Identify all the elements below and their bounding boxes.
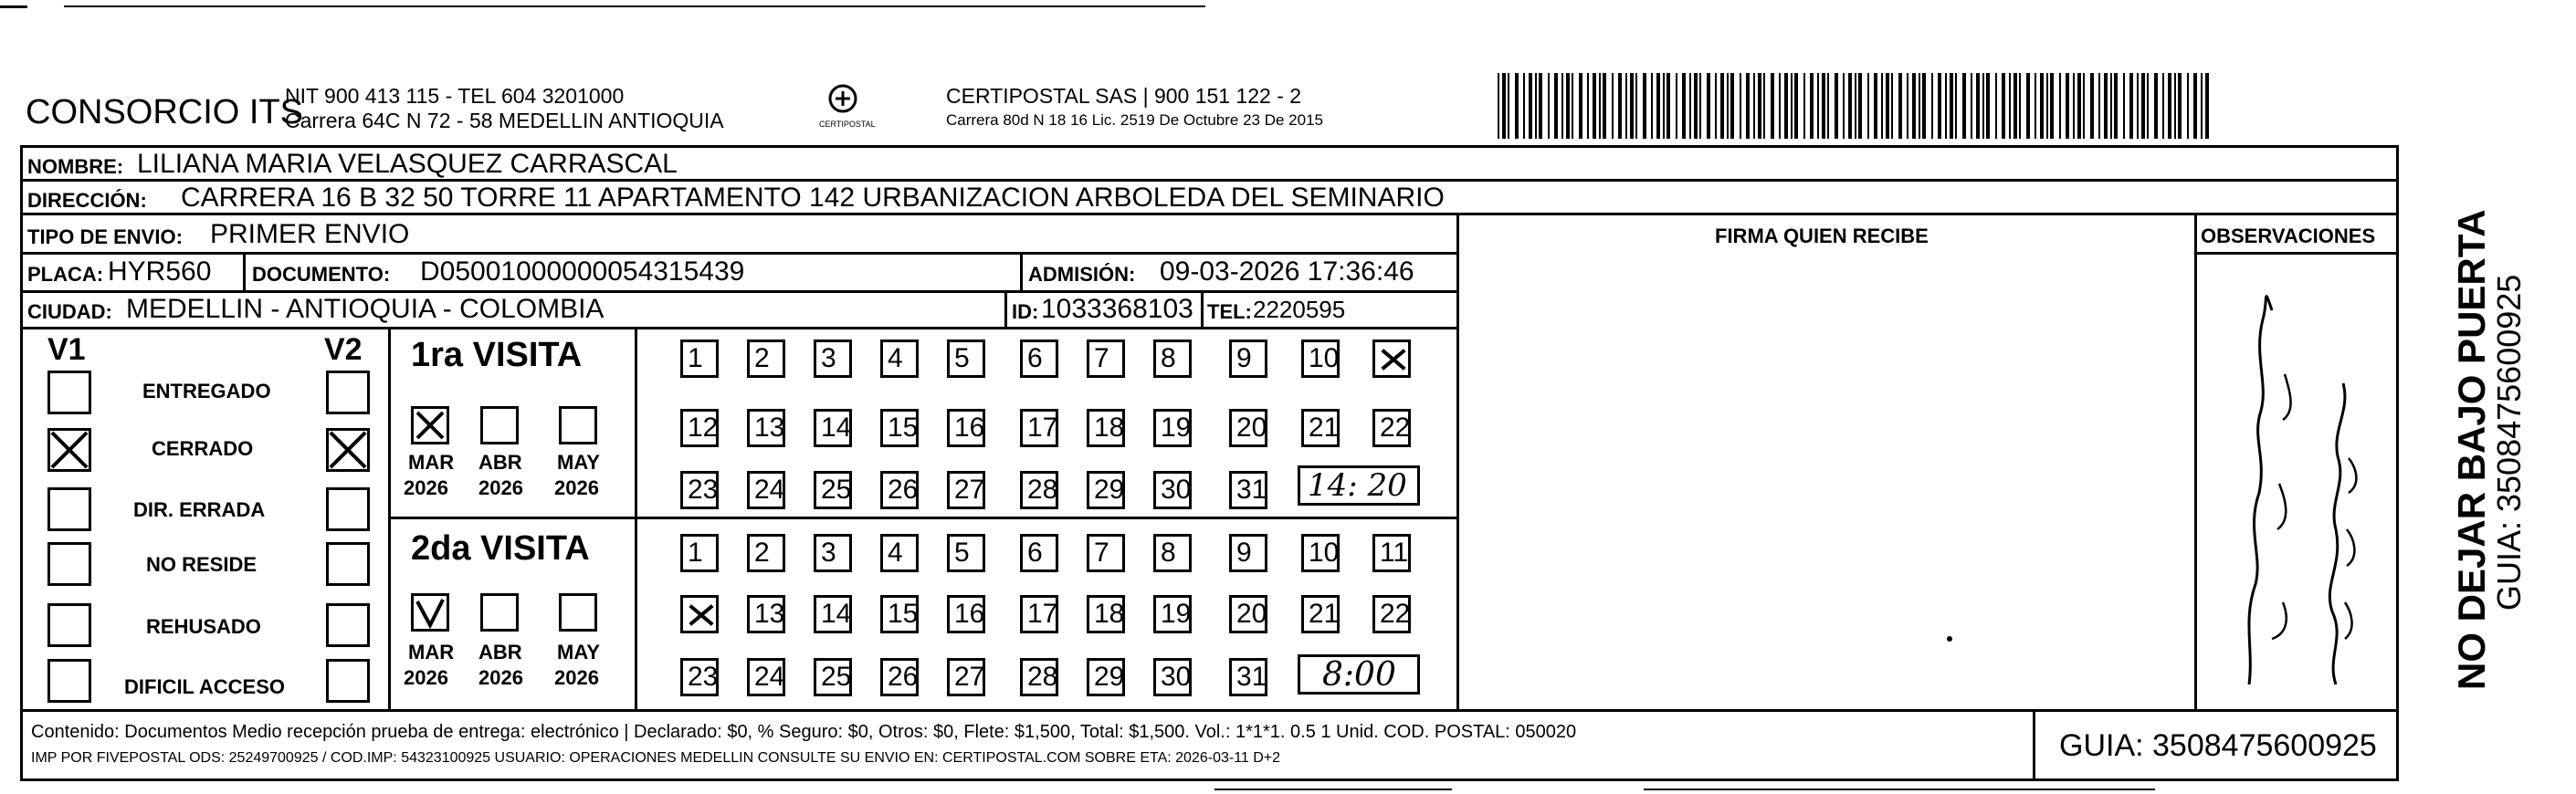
year-label: 2026 <box>478 476 523 499</box>
day-box[interactable]: 27 <box>947 658 985 696</box>
month-label: MAY <box>557 641 600 663</box>
day-box[interactable]: 12 <box>680 409 719 447</box>
day-box[interactable]: 13 <box>747 409 785 447</box>
row-divider <box>388 517 1456 519</box>
day-box[interactable]: 13 <box>747 595 785 633</box>
status-label: DIFICIL ACCESO <box>124 675 286 698</box>
day-box[interactable]: 19 <box>1153 409 1192 447</box>
column-divider <box>1456 213 1459 709</box>
month-may[interactable] <box>559 593 597 632</box>
year-label: 2026 <box>554 476 599 499</box>
column-divider <box>1004 290 1007 327</box>
day-box-checked[interactable] <box>680 595 719 633</box>
scan-mark <box>0 5 27 8</box>
column-divider <box>2033 709 2035 781</box>
barcode <box>1498 73 2219 139</box>
month-label: MAY <box>557 451 600 474</box>
day-box[interactable]: 25 <box>814 658 852 696</box>
documento-label: DOCUMENTO: <box>252 263 391 286</box>
status-label: NO RESIDE <box>146 553 258 576</box>
day-box[interactable]: 4 <box>880 534 919 572</box>
footer-guia: GUIA: 3508475600925 <box>2059 728 2377 763</box>
observaciones-label: OBSERVACIONES <box>2201 225 2376 247</box>
nombre-label: NOMBRE: <box>27 155 124 178</box>
day-box[interactable]: 28 <box>1020 471 1058 509</box>
day-box[interactable]: 4 <box>880 340 919 378</box>
day-box[interactable]: 6 <box>1020 340 1058 378</box>
day-box[interactable]: 18 <box>1087 595 1125 633</box>
day-box-checked[interactable] <box>1372 340 1411 378</box>
day-box[interactable]: 5 <box>947 340 985 378</box>
day-box[interactable]: 23 <box>680 471 719 509</box>
logo-text: CERTIPOSTAL <box>819 120 876 129</box>
day-box[interactable]: 22 <box>1372 595 1411 633</box>
tipo-envio-label: TIPO DE ENVIO: <box>27 225 183 248</box>
documento-value: D05001000000054315439 <box>420 256 745 287</box>
carrier-name: CERTIPOSTAL SAS | 900 151 122 - 2 <box>946 84 1302 108</box>
admision-label: ADMISIÓN: <box>1028 263 1136 286</box>
tipo-envio-value: PRIMER ENVIO <box>210 219 410 249</box>
day-box[interactable]: 1 <box>680 340 719 378</box>
row-divider <box>20 709 2399 712</box>
row-divider <box>20 290 1457 293</box>
footer-contents: Contenido: Documentos Medio recepción prueba de entrega: electrónico | Declarado: $0, % Seguro: $0, Otros: $0, Flete: $1,500, Total: $1,500. Vol.: 1*1*1. 0.5 1 Unid. COD. POSTAL: 050020 <box>31 722 1577 742</box>
scan-mark <box>1214 789 1452 790</box>
day-box[interactable]: 21 <box>1301 409 1340 447</box>
row-divider <box>20 327 1457 329</box>
side-guia-text: GUIA: 3508475600925 <box>2490 274 2528 611</box>
column-divider <box>1201 290 1204 327</box>
second-visit-title: 2da VISITA <box>411 529 590 568</box>
day-box[interactable]: 6 <box>1020 534 1058 572</box>
year-label: 2026 <box>404 476 448 499</box>
day-box[interactable]: 7 <box>1087 340 1125 378</box>
firma-label: FIRMA QUIEN RECIBE <box>1715 225 1929 247</box>
day-box[interactable]: 28 <box>1020 658 1058 696</box>
row-divider <box>20 179 2399 182</box>
day-box[interactable]: 31 <box>1229 471 1267 509</box>
column-divider <box>2194 213 2197 709</box>
day-box[interactable]: 29 <box>1087 658 1125 696</box>
day-box[interactable]: 14 <box>814 595 852 633</box>
id-label: ID: <box>1012 300 1039 323</box>
id-value: 1033368103 <box>1041 294 1193 324</box>
day-box[interactable]: 18 <box>1087 409 1125 447</box>
ciudad-value: MEDELLIN - ANTIOQUIA - COLOMBIA <box>126 294 605 324</box>
company-nit: NIT 900 413 115 - TEL 604 3201000 <box>285 84 625 108</box>
v1-checkbox-checked[interactable] <box>47 428 91 472</box>
day-box[interactable]: 15 <box>880 409 919 447</box>
direccion-value: CARRERA 16 B 32 50 TORRE 11 APARTAMENTO 142 URBANIZACION ARBOLEDA DEL SEMINARIO <box>181 183 1445 213</box>
v2-label: V2 <box>324 332 363 367</box>
side-warning-text: NO DEJAR BAJO PUERTA <box>2450 209 2493 690</box>
day-box[interactable]: 8 <box>1153 340 1192 378</box>
month-mar-checked[interactable] <box>411 593 449 632</box>
month-label: MAR <box>408 641 455 663</box>
day-box[interactable]: 24 <box>747 658 785 696</box>
second-visit-time: 8:00 <box>1322 656 1396 694</box>
day-box[interactable]: 24 <box>747 471 785 509</box>
day-box[interactable]: 25 <box>814 471 852 509</box>
day-box[interactable]: 19 <box>1153 595 1192 633</box>
day-box[interactable]: 30 <box>1153 658 1192 696</box>
column-divider <box>243 252 246 290</box>
day-box[interactable]: 3 <box>814 534 852 572</box>
v2-checkbox[interactable] <box>326 371 370 414</box>
day-box[interactable]: 17 <box>1020 595 1058 633</box>
day-box[interactable]: 2 <box>747 340 785 378</box>
observaciones-handwriting <box>2199 256 2395 706</box>
placa-value: HYR560 <box>108 256 212 287</box>
v1-checkbox[interactable] <box>47 371 91 414</box>
tel-label: TEL: <box>1207 300 1252 323</box>
row-divider <box>2194 252 2399 255</box>
v2-checkbox[interactable] <box>326 659 370 703</box>
v1-label: V1 <box>47 332 86 367</box>
direccion-label: DIRECCIÓN: <box>27 189 147 212</box>
status-label: CERRADO <box>152 437 254 460</box>
carrier-license: Carrera 80d N 18 16 Lic. 2519 De Octubre 23 De 2015 <box>946 111 1323 129</box>
day-box[interactable]: 9 <box>1229 534 1267 572</box>
day-box[interactable]: 9 <box>1229 340 1267 378</box>
tel-value: 2220595 <box>1253 296 1346 323</box>
day-box[interactable]: 10 <box>1301 534 1340 572</box>
day-box[interactable]: 27 <box>947 471 985 509</box>
month-label: ABR <box>478 451 522 474</box>
signature-area <box>1461 256 2192 703</box>
status-label: REHUSADO <box>146 615 261 638</box>
row-divider <box>20 252 1457 255</box>
row-divider <box>20 213 2399 215</box>
v1-checkbox[interactable] <box>47 603 91 647</box>
first-visit-time-box <box>1298 465 1420 506</box>
day-box[interactable]: 2 <box>747 534 785 572</box>
placa-label: PLACA: <box>27 263 104 286</box>
column-divider <box>1020 252 1023 290</box>
status-label: DIR. ERRADA <box>133 498 266 521</box>
day-box[interactable]: 20 <box>1229 409 1267 447</box>
footer-print-info: IMP POR FIVEPOSTAL ODS: 25249700925 / COD.IMP: 54323100925 USUARIO: OPERACIONES MEDELLIN CONSULTE SU ENVIO EN: CERTIPOSTAL.COM SOBRE ETA: 2026-03-11 D+2 <box>31 750 1281 766</box>
month-label: MAR <box>408 451 455 474</box>
v1-checkbox[interactable] <box>47 542 91 586</box>
v2-checkbox-checked[interactable] <box>326 428 370 472</box>
side-warning <box>2405 145 2493 690</box>
day-box[interactable]: 17 <box>1020 409 1058 447</box>
day-box[interactable]: 10 <box>1301 340 1340 378</box>
v1-checkbox[interactable] <box>47 487 91 531</box>
day-box[interactable]: 26 <box>880 658 919 696</box>
day-box[interactable]: 5 <box>947 534 985 572</box>
v2-checkbox[interactable] <box>326 487 370 531</box>
company-name: CONSORCIO ITS <box>26 93 304 131</box>
admision-value: 09-03-2026 17:36:46 <box>1160 256 1414 287</box>
scan-mark <box>64 5 1205 7</box>
year-label: 2026 <box>404 666 448 689</box>
day-box[interactable]: 23 <box>680 658 719 696</box>
day-box[interactable]: 16 <box>947 409 985 447</box>
company-address: Carrera 64C N 72 - 58 MEDELLIN ANTIOQUIA <box>285 109 724 132</box>
day-box[interactable]: 8 <box>1153 534 1192 572</box>
month-may[interactable] <box>559 406 597 444</box>
second-visit-time-box <box>1298 654 1420 695</box>
scan-mark <box>1644 789 2155 790</box>
first-visit-time: 14: 20 <box>1308 467 1407 504</box>
first-visit-title: 1ra VISITA <box>411 336 583 374</box>
v1-checkbox[interactable] <box>47 659 91 703</box>
day-box[interactable]: 7 <box>1087 534 1125 572</box>
day-box[interactable]: 26 <box>880 471 919 509</box>
nombre-value: LILIANA MARIA VELASQUEZ CARRASCAL <box>137 149 678 179</box>
day-box[interactable]: 15 <box>880 595 919 633</box>
status-label: ENTREGADO <box>142 380 271 402</box>
certipostal-logo <box>815 82 876 139</box>
day-box[interactable]: 21 <box>1301 595 1340 633</box>
month-abr[interactable] <box>480 406 519 444</box>
day-box[interactable]: 3 <box>814 340 852 378</box>
side-guia <box>2456 145 2528 611</box>
month-label: ABR <box>478 641 522 663</box>
month-abr[interactable] <box>480 593 519 632</box>
day-box[interactable]: 1 <box>680 534 719 572</box>
day-box[interactable]: 31 <box>1229 658 1267 696</box>
month-mar-checked[interactable] <box>411 406 449 444</box>
year-label: 2026 <box>478 666 523 689</box>
day-box[interactable]: 30 <box>1153 471 1192 509</box>
year-label: 2026 <box>554 666 599 689</box>
ciudad-label: CIUDAD: <box>27 300 112 323</box>
v2-checkbox[interactable] <box>326 542 370 586</box>
v2-checkbox[interactable] <box>326 603 370 647</box>
day-box[interactable]: 29 <box>1087 471 1125 509</box>
day-box[interactable]: 20 <box>1229 595 1267 633</box>
day-box[interactable]: 16 <box>947 595 985 633</box>
day-box[interactable]: 22 <box>1372 409 1411 447</box>
day-box[interactable]: 11 <box>1372 534 1411 572</box>
day-box[interactable]: 14 <box>814 409 852 447</box>
